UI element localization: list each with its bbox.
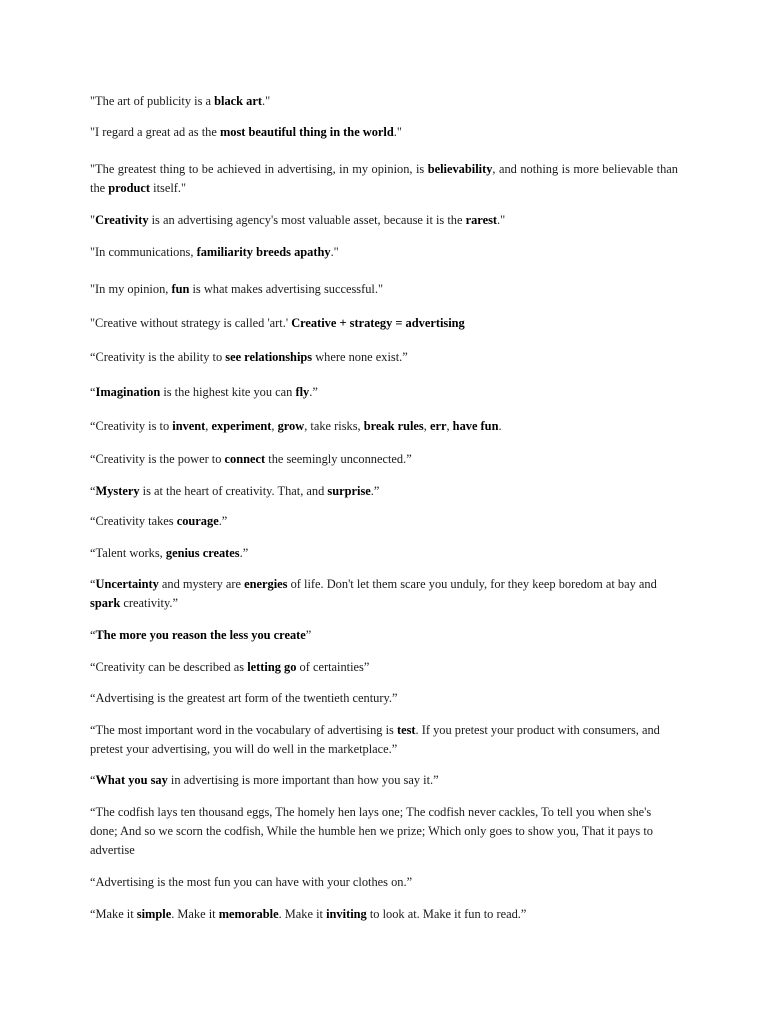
quote-text: is at the heart of creativity. That, and bbox=[139, 484, 328, 498]
quote-text: “ bbox=[90, 577, 96, 591]
quote-text: , bbox=[446, 419, 453, 433]
quote-text: “The most important word in the vocabulary of advertising is bbox=[90, 723, 397, 737]
quote-text: to look at. Make it fun to read.” bbox=[366, 907, 527, 921]
emphasis-text: fly bbox=[295, 385, 310, 399]
quote-text: “Creativity is to bbox=[90, 419, 173, 433]
emphasis-text: Creative + strategy = advertising bbox=[291, 316, 465, 330]
quote-text: “Creativity takes bbox=[90, 514, 177, 528]
quote-text: ” bbox=[305, 628, 312, 642]
quote-12 bbox=[90, 482, 678, 501]
emphasis-text: What you say bbox=[95, 773, 168, 787]
quote-text: ." bbox=[330, 245, 339, 259]
emphasis-text: surprise bbox=[327, 484, 371, 498]
quote-20 bbox=[90, 771, 678, 790]
quote-text: “The codfish lays ten thousand eggs, The homely hen lays one; The codfish never cackles, To tell you when she's done; And so we scorn the codfish, While the humble hen we prize; Which only goes to show you, That it pays to advertise bbox=[90, 805, 653, 857]
quote-text: itself." bbox=[150, 181, 187, 195]
emphasis-text: fun bbox=[171, 282, 190, 296]
quote-text: of life. Don't let them scare you unduly, for they keep boredom at bay and bbox=[287, 577, 657, 591]
quote-14 bbox=[90, 544, 678, 563]
emphasis-text: grow bbox=[277, 419, 305, 433]
quote-6 bbox=[90, 280, 678, 299]
quote-text: ." bbox=[497, 213, 506, 227]
emphasis-text: energies bbox=[244, 577, 288, 591]
quote-text: " bbox=[90, 213, 96, 227]
quote-text: creativity.” bbox=[120, 596, 178, 610]
quote-text: . bbox=[498, 419, 502, 433]
quote-22 bbox=[90, 873, 678, 892]
emphasis-text: simple bbox=[136, 907, 172, 921]
quote-text: , bbox=[423, 419, 430, 433]
emphasis-text: genius creates bbox=[165, 546, 240, 560]
quote-text: “Make it bbox=[90, 907, 137, 921]
quote-text: in advertising is more important than how you say it.” bbox=[167, 773, 439, 787]
quote-9 bbox=[90, 383, 678, 402]
quote-text: , bbox=[271, 419, 278, 433]
quote-17 bbox=[90, 658, 678, 677]
quote-text: .” bbox=[239, 546, 249, 560]
emphasis-text: Imagination bbox=[95, 385, 161, 399]
quote-8 bbox=[90, 348, 678, 367]
quote-13 bbox=[90, 512, 678, 531]
quote-text: , and nothing is more believable than the bbox=[90, 162, 679, 195]
quote-text: “Advertising is the greatest art form of the twentieth century.” bbox=[90, 691, 398, 705]
emphasis-text: break rules bbox=[363, 419, 424, 433]
quote-text: . Make it bbox=[278, 907, 327, 921]
quote-text: ." bbox=[393, 125, 402, 139]
quote-text: .” bbox=[370, 484, 380, 498]
quote-text: “Creativity can be described as bbox=[90, 660, 248, 674]
emphasis-text: Uncertainty bbox=[95, 577, 159, 591]
emphasis-text: spark bbox=[90, 596, 121, 610]
quote-21 bbox=[90, 803, 678, 860]
quote-2 bbox=[90, 123, 678, 142]
quote-text: is an advertising agency's most valuable asset, because it is the bbox=[148, 213, 466, 227]
emphasis-text: memorable bbox=[218, 907, 279, 921]
emphasis-text: black art bbox=[214, 94, 262, 108]
emphasis-text: most beautiful thing in the world bbox=[219, 125, 394, 139]
quote-11 bbox=[90, 450, 678, 469]
quote-text: “ bbox=[90, 385, 96, 399]
quote-text: .” bbox=[309, 385, 318, 399]
quote-18 bbox=[90, 689, 678, 708]
emphasis-text: courage bbox=[176, 514, 219, 528]
quote-1 bbox=[90, 92, 678, 111]
quote-text: , bbox=[205, 419, 212, 433]
quote-15 bbox=[90, 575, 678, 613]
emphasis-text: Creativity bbox=[95, 213, 149, 227]
emphasis-text: have fun bbox=[452, 419, 499, 433]
quote-text: “ bbox=[90, 484, 96, 498]
quote-text: ." bbox=[261, 94, 271, 108]
quote-text: . Make it bbox=[171, 907, 219, 921]
quote-text: "I regard a great ad as the bbox=[90, 125, 220, 139]
quote-text: .” bbox=[218, 514, 228, 528]
quote-text: , take risks, bbox=[304, 419, 364, 433]
quote-text: the seemingly unconnected.” bbox=[265, 452, 412, 466]
quote-text: . If you pretest your product with consumers, and pretest your advertising, you will do well in the marketplace.” bbox=[90, 723, 660, 756]
quote-text: “Talent works, bbox=[90, 546, 166, 560]
quote-text: is the highest kite you can bbox=[160, 385, 296, 399]
quote-text: and mystery are bbox=[158, 577, 245, 591]
quote-text: “ bbox=[90, 628, 96, 642]
quote-16 bbox=[90, 626, 678, 645]
quote-text: “Creativity is the power to bbox=[90, 452, 225, 466]
quote-text: "The art of publicity is a bbox=[90, 94, 215, 108]
emphasis-text: Mystery bbox=[95, 484, 140, 498]
emphasis-text: letting go bbox=[247, 660, 297, 674]
quote-7 bbox=[90, 314, 678, 333]
quote-text: is what makes advertising successful." bbox=[189, 282, 384, 296]
emphasis-text: product bbox=[108, 181, 151, 195]
quote-23 bbox=[90, 905, 678, 924]
emphasis-text: The more you reason the less you create bbox=[95, 628, 306, 642]
emphasis-text: familiarity breeds apathy bbox=[196, 245, 331, 259]
quote-19 bbox=[90, 721, 678, 759]
quote-text: “Advertising is the most fun you can have with your clothes on.” bbox=[90, 875, 413, 889]
emphasis-text: believability bbox=[427, 162, 493, 176]
emphasis-text: invent bbox=[172, 419, 206, 433]
quote-text: of certainties” bbox=[296, 660, 370, 674]
quote-text: where none exist.” bbox=[312, 350, 408, 364]
quote-10 bbox=[90, 417, 678, 436]
quote-text: "Creative without strategy is called 'art.' bbox=[90, 316, 292, 330]
emphasis-text: connect bbox=[224, 452, 266, 466]
quote-5 bbox=[90, 243, 678, 262]
emphasis-text: experiment bbox=[211, 419, 272, 433]
emphasis-text: rarest bbox=[465, 213, 498, 227]
emphasis-text: inviting bbox=[326, 907, 367, 921]
quote-text: “ bbox=[90, 773, 96, 787]
quote-4 bbox=[90, 211, 678, 230]
quote-text: "The greatest thing to be achieved in advertising, in my opinion, is bbox=[90, 162, 428, 176]
quote-3 bbox=[90, 160, 678, 198]
quote-text: "In communications, bbox=[90, 245, 197, 259]
quote-text: "In my opinion, bbox=[90, 282, 172, 296]
emphasis-text: test bbox=[396, 723, 416, 737]
emphasis-text: see relationships bbox=[225, 350, 313, 364]
emphasis-text: err bbox=[429, 419, 447, 433]
quote-text: “Creativity is the ability to bbox=[90, 350, 226, 364]
